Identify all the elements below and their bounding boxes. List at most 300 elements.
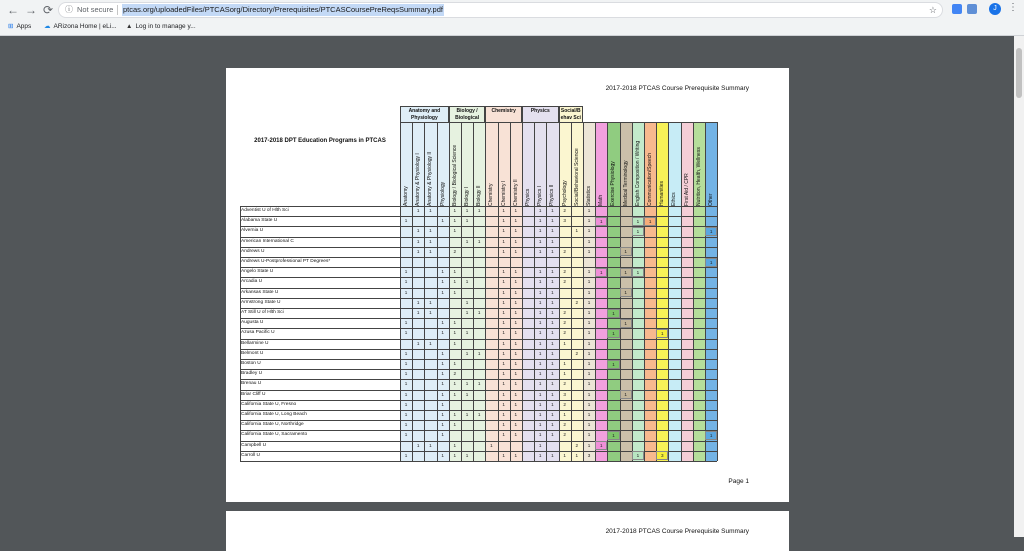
table-cell: 2 [563,422,566,428]
table-cell: 1 [538,442,542,448]
table-cell: 1 [477,238,481,244]
table-cell: 1 [563,452,566,458]
table-cell: 1 [706,432,716,439]
table-cell: 1 [587,340,591,346]
table-cell: 1 [587,381,591,387]
table-cell: 1 [587,422,591,428]
table-cell: 1 [587,289,591,295]
table-cell: 1 [587,299,591,305]
table-cell: 1 [502,320,505,326]
table-cell: 1 [514,401,518,407]
table-cell: 1 [404,289,408,295]
table-cell: 1 [502,340,505,346]
table-cell: 1 [551,279,554,285]
table-cell: 1 [502,269,505,275]
table-cell: 1 [551,248,554,254]
table-cell: 1 [514,228,518,234]
table-cell: 1 [477,412,481,417]
table-cell: 1 [587,330,591,336]
table-cell: 1 [514,248,518,254]
table-cell: 1 [416,228,420,234]
bookmarks-bar [0,19,1024,35]
column-header: Nutrition, Health, Wellness [695,147,702,206]
column-header: Math [598,194,605,206]
cloud-icon: ☁ [44,23,51,30]
column-header: Anatomy [403,186,409,206]
table-cell: 2 [563,432,566,438]
table-cell: 2 [563,401,566,407]
table-cell: 1 [587,442,591,448]
table-cell: 1 [416,248,420,254]
table-cell: 3 [587,452,591,458]
table-cell: 1 [514,361,518,366]
table-cell: 1 [441,401,444,407]
table-cell: 2 [453,371,457,377]
table-cell: 1 [441,350,444,356]
table-cell: 1 [416,208,420,213]
table-cell: 1 [551,289,554,295]
column-group-header: Anatomy and Physiology [400,106,449,122]
table-cell: 1 [563,361,566,366]
table-cell: 1 [453,391,457,397]
reload-icon[interactable]: ⟳ [42,3,54,17]
column-header: Chemistry I [500,180,507,206]
table-cell: 1 [404,350,408,356]
table-cell: 1 [416,299,420,305]
column-header: First Aid / CPR [683,173,690,206]
column-header: Physics II [549,184,556,206]
table-cell: 1 [563,371,566,377]
table-cell: 1 [551,452,554,458]
table-cell: 1 [453,279,457,285]
table-cell: 1 [563,412,566,417]
table-cell: 1 [441,432,444,438]
table-cell: 1 [538,299,542,305]
table-cell: 1 [453,269,457,275]
table-cell: 1 [441,289,444,295]
table-cell: 1 [502,452,505,458]
table-cell: 1 [502,432,505,438]
address-bar[interactable] [58,2,943,18]
table-cell: 1 [514,279,518,285]
bookmark-star-icon[interactable]: ☆ [928,5,937,15]
table-cell: 1 [514,289,518,295]
program-name: Belmont U [241,350,264,356]
table-cell: 1 [404,279,408,285]
table-cell: 1 [453,218,457,224]
program-name: Azusa Pacific U [241,330,275,336]
program-name: Augusta U [241,320,264,326]
table-cell: 1 [416,442,420,448]
program-name: California State U, Northridge [241,422,304,428]
table-cell: 1 [490,442,493,448]
table-cell: 1 [587,320,591,326]
table-cell: 1 [551,340,554,346]
table-cell: 2 [575,299,579,305]
table-cell: 1 [551,330,554,336]
table-cell: 1 [477,350,481,356]
table-cell: 1 [441,218,444,224]
column-header: Other [708,193,714,206]
table-cell: 1 [551,320,554,326]
table-cell: 1 [502,279,505,285]
table-cell: 1 [514,299,518,305]
security-label: Not secure [77,5,114,14]
table-cell: 1 [477,310,481,315]
bookmark-label: Apps [16,23,32,30]
column-header: Exercise Physiology [610,161,617,206]
table-cell: 1 [441,320,444,326]
table-cell: 1 [621,248,631,255]
table-cell: 1 [465,238,469,244]
table-cell: 1 [596,218,606,225]
table-cell: 1 [538,248,542,254]
program-name: Bradley U [241,371,263,377]
table-cell: 1 [621,269,631,276]
table-cell: 1 [596,269,606,276]
table-cell: 1 [551,269,554,275]
table-cell: 1 [453,330,457,336]
table-cell: 1 [538,350,542,356]
table-cell: 1 [551,310,554,315]
table-cell: 1 [465,279,469,285]
column-group-header: Chemistry [485,106,522,122]
table-cell: 1 [621,391,631,398]
program-name: Boston U [241,361,261,366]
table-cell: 1 [551,299,554,305]
column-header: Chemistry [488,183,495,206]
back-icon[interactable]: ← [7,3,19,17]
column-header: Medical Terminology [622,160,629,206]
table-cell: 1 [502,228,505,234]
column-header: Anatomy & Physiology I [415,153,422,206]
column-header: Physics [525,188,531,206]
table-cell: 2 [563,330,566,336]
table-cell: 1 [502,350,505,356]
table-cell: 1 [538,401,542,407]
program-name: AT Still U of Hlth Sci [241,310,284,315]
table-cell: 3 [563,218,566,224]
table-cell: 1 [465,350,469,356]
info-icon[interactable]: ⓘ [65,5,73,14]
table-cell: 2 [563,381,566,387]
table-cell: 1 [441,422,444,428]
header-top-border [400,122,717,123]
row-divider [240,461,717,462]
table-cell: 1 [575,228,579,234]
table-cell: 1 [551,350,554,356]
table-cell: 1 [453,381,457,387]
scrollbar-thumb[interactable] [1016,48,1022,98]
table-cell: 2 [563,248,566,254]
table-cell: 1 [587,432,591,438]
table-cell: 1 [477,208,481,213]
page-header-title: 2017-2018 PTCAS Course Prerequisite Summary [605,528,749,535]
table-cell: 1 [551,401,554,407]
table-cell: 1 [429,248,432,254]
table-cell: 1 [551,412,554,417]
table-cell: 1 [453,442,457,448]
table-cell: 1 [633,228,643,235]
table-cell: 1 [514,391,518,397]
table-cell: 1 [596,442,606,449]
table-cell: 2 [453,248,457,254]
program-name: Bellarmine U [241,340,269,346]
table-cell: 1 [514,218,518,224]
program-name: Andrews U [241,248,265,254]
column-group-header: Social/B ehav Sci [559,106,583,122]
table-cell: 1 [587,248,591,254]
table-cell: 1 [441,361,444,366]
table-cell: 1 [551,391,554,397]
table-cell: 1 [441,371,444,377]
forward-icon[interactable]: → [25,3,37,17]
table-cell: 1 [453,320,457,326]
program-name: Brenau U [241,381,262,387]
program-name: Briar Cliff U [241,391,266,397]
table-cell: 1 [538,218,542,224]
column-header: Chemistry II [512,179,519,206]
url-text[interactable]: ptcas.org/uploadedFiles/PTCASorg/Directory/Prerequisites/PTCASCoursePreReqsSummary.pdf [123,5,443,14]
table-cell: 2 [575,350,579,356]
page-number: Page 1 [728,478,749,485]
table-cell: 1 [441,391,444,397]
table-cell: 1 [563,340,566,346]
table-cell: 1 [514,238,518,244]
table-cell: 1 [453,340,457,346]
table-cell: 1 [538,279,542,285]
table-cell: 1 [502,299,505,305]
bookmark-apps[interactable] [8,19,31,35]
table-cell: 1 [465,299,469,305]
table-cell: 1 [429,208,432,213]
table-cell: 1 [404,422,408,428]
table-cell: 3 [563,391,566,397]
table-cell: 1 [441,279,444,285]
table-cell: 1 [621,320,631,327]
table-cell: 1 [587,269,591,275]
table-cell: 1 [538,310,542,315]
program-name: Angelo State U [241,269,274,275]
table-cell: 1 [453,422,457,428]
table-cell: 1 [502,208,505,213]
kebab-menu-icon[interactable]: ⋮ [1008,2,1018,13]
table-cell: 1 [453,361,457,366]
column-divider [717,122,718,461]
column-group-header: Physics [522,106,559,122]
table-cell: 1 [538,320,542,326]
table-cell: 1 [465,310,469,315]
program-name: Alabama State U [241,218,278,224]
column-header: Anatomy & Physiology II [427,151,434,206]
table-cell: 1 [465,452,469,458]
table-cell: 1 [429,299,432,305]
table-cell: 1 [538,228,542,234]
column-header: Psychology [561,180,568,206]
table-cell: 1 [429,238,432,244]
program-name: Andrews U-Postprofessional PT Degrees* [241,259,331,264]
page-header-title: 2017-2018 PTCAS Course Prerequisite Summary [605,85,749,92]
extension-icon[interactable] [967,4,977,14]
table-cell: 1 [404,381,408,387]
table-cell: 1 [538,391,542,397]
table-cell: 1 [514,340,518,346]
table-cell: 1 [441,381,444,387]
table-cell: 1 [502,381,505,387]
column-header: English Composition / Writing [634,140,641,206]
table-cell: 1 [608,361,618,368]
table-cell: 1 [575,452,579,458]
table-cell: 1 [429,442,432,448]
table-cell: 1 [502,238,505,244]
table-cell: 1 [538,412,542,417]
table-cell: 1 [465,218,469,224]
program-name: Armstrong State U [241,299,281,305]
table-cell: 1 [465,391,469,397]
table-cell: 1 [404,412,408,417]
table-cell: 1 [404,269,408,275]
table-cell: 1 [404,452,408,458]
program-name: Arkansas State U [241,289,279,295]
pdf-page-2 [226,511,789,551]
bookmark-site-icon: ▲ [126,23,133,30]
table-cell: 1 [514,269,518,275]
table-cell: 2 [563,279,566,285]
table-cell: 1 [404,432,408,438]
scrollbar[interactable] [1014,36,1024,537]
table-cell: 1 [514,310,518,315]
table-cell: 1 [404,391,408,397]
column-group-header: Biology / Biological [449,106,486,122]
table-cell: 1 [587,391,591,397]
table-cell: 1 [502,361,505,366]
table-cell: 1 [551,371,554,377]
table-cell: 1 [514,330,518,336]
column-header: Biology II [476,185,483,206]
table-cell: 1 [502,289,505,295]
column-header: Biology I [464,186,470,206]
table-cell: 2 [563,269,566,275]
table-cell: 1 [465,381,469,387]
address-separator [117,5,118,15]
table-cell: 1 [551,432,554,438]
table-cell: 1 [538,381,542,387]
table-cell: 2 [575,442,579,448]
table-cell: 1 [453,412,457,417]
table-cell: 1 [416,238,420,244]
program-name: American International C [241,238,294,244]
table-cell: 1 [514,350,518,356]
table-cell: 1 [441,269,444,275]
table-cell: 1 [453,228,457,234]
table-cell: 1 [477,381,481,387]
table-cell: 1 [633,452,643,459]
table-cell: 2 [563,208,566,213]
column-header: Humanities [659,180,666,206]
table-cell: 1 [538,452,542,458]
table-cell: 1 [587,228,591,234]
table-cell: 1 [465,208,469,213]
table-cell: 1 [502,401,505,407]
table-cell: 1 [551,208,554,213]
program-name: California State U, Sacramento [241,432,308,438]
column-header: Social/Behavioral Science [573,148,580,206]
table-cell: 1 [645,218,655,225]
table-cell: 1 [551,381,554,387]
table-cell: 1 [502,412,505,417]
table-cell: 1 [587,371,591,377]
table-cell: 1 [429,310,432,315]
table-cell: 1 [706,259,716,266]
table-cell: 1 [453,208,457,213]
program-name: Arcadia U [241,279,263,285]
table-cell: 1 [429,340,432,346]
table-cell: 1 [587,361,591,366]
column-header: Physiology [439,181,446,206]
table-cell: 1 [429,228,432,234]
table-cell: 1 [587,401,591,407]
table-cell: 1 [587,310,591,315]
table-cell: 1 [416,340,420,346]
table-cell: 1 [551,361,554,366]
table-cell: 1 [538,330,542,336]
bookmark-label: Log in to manage y... [135,23,196,30]
table-cell: 1 [441,330,444,336]
bookmark-login[interactable] [126,19,196,35]
table-cell: 1 [514,208,518,213]
table-cell: 1 [502,310,505,315]
table-cell: 1 [551,218,554,224]
table-cell: 1 [514,452,518,458]
column-header: Physics I [537,185,544,206]
table-cell: 1 [587,238,591,244]
table-cell: 1 [404,401,408,407]
table-cell: 3 [657,452,667,459]
apps-icon: ⊞ [8,23,14,30]
program-name: California State U, Long Beach [241,412,307,417]
browser-toolbar [0,0,1024,36]
table-cell: 1 [441,412,444,417]
program-name: Adventist U of Hlth Sci [241,208,289,213]
table-cell: 1 [416,310,420,315]
table-cell: 1 [502,248,505,254]
table-cell: 1 [502,391,505,397]
table-cell: 1 [453,452,457,458]
table-cell: 1 [621,289,631,296]
table-cell: 1 [514,320,518,326]
table-cell: 1 [587,279,591,285]
table-cell: 1 [441,452,444,458]
table-cell: 1 [608,330,618,337]
table-cell: 1 [514,412,518,417]
table-cell: 1 [404,218,408,224]
table-cell: 1 [404,320,408,326]
profile-avatar[interactable]: J [989,3,1001,15]
table-cell: 1 [453,289,457,295]
program-name: Carroll U [241,452,260,458]
pdf-page-1 [226,68,789,502]
table-cell: 1 [538,340,542,346]
extension-icon[interactable] [952,4,962,14]
table-cell: 1 [514,432,518,438]
table-cell: 2 [563,310,566,315]
bookmark-arizona[interactable] [44,19,117,35]
table-cell: 1 [502,218,505,224]
program-name: California State U, Fresno [241,401,297,407]
table-cell: 1 [404,361,408,366]
table-cell: 1 [587,218,591,224]
table-cell: 1 [502,422,505,428]
